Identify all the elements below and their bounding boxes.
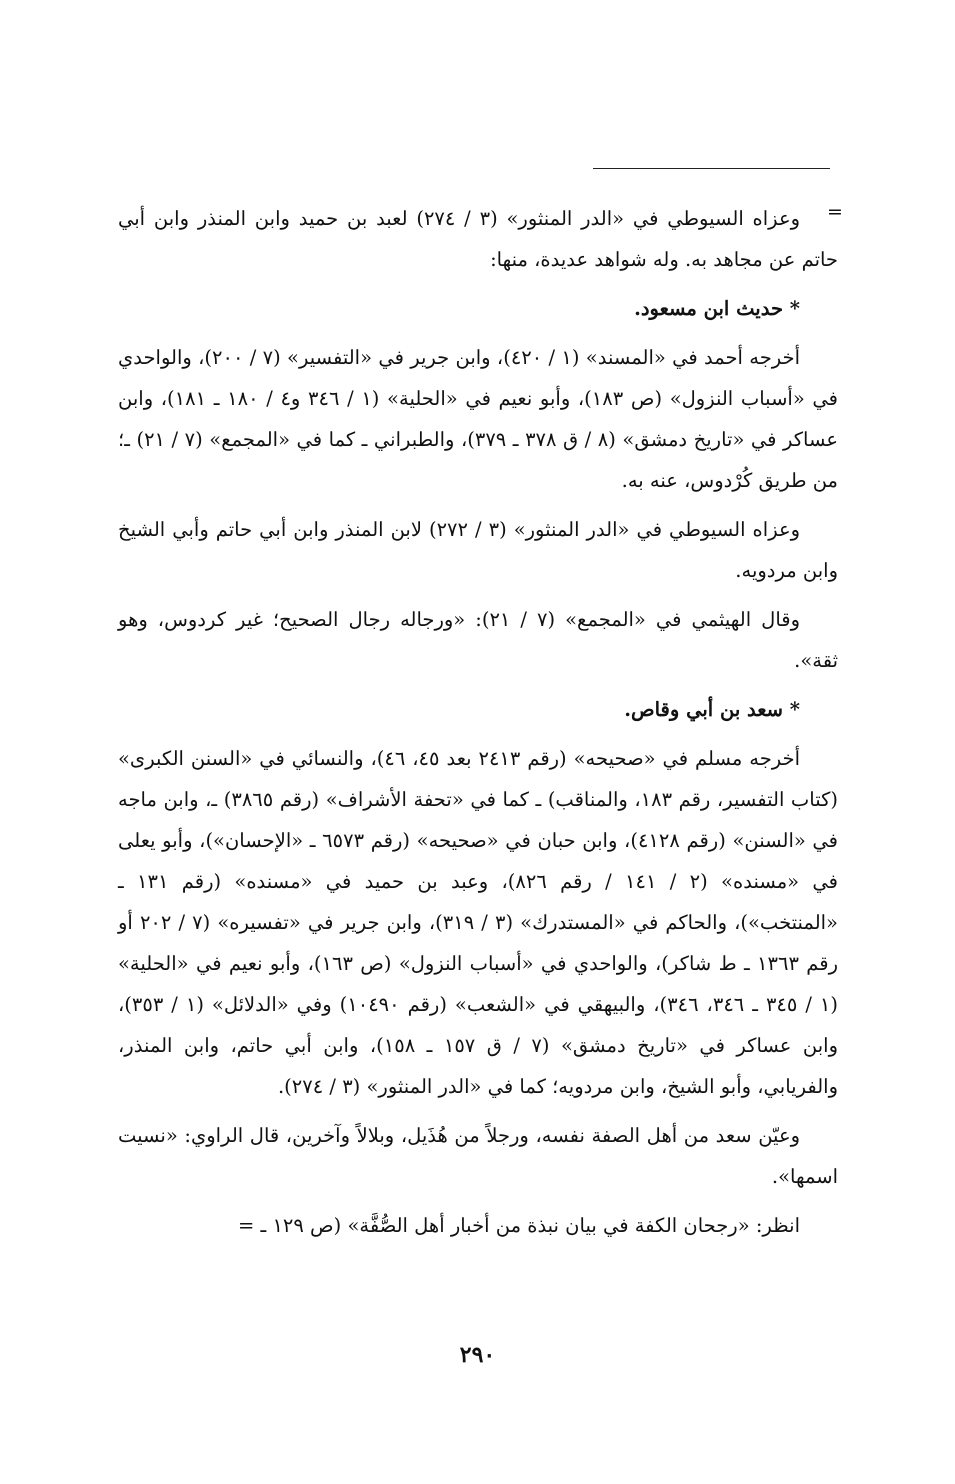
section-heading-saad: * سعد بن أبي وقاص.: [624, 698, 800, 721]
footnote-paragraph: انظر: «رجحان الكفة في بيان نبذة من أخبار أهل الصُّفَّة» (ص ١٢٩ ـ =: [237, 1214, 800, 1237]
footnote-paragraph: أخرجه أحمد في «المسند» (١ / ٤٢٠)، وابن جرير في «التفسير» (٧ / ٢٠٠)، والواحدي في «أسباب النزول» (ص ١٨٣)، وأبو نعيم في «الحلية» (١ / ٣٤٦ و٤ / ١٨٠ ـ ١٨١)، وابن عساكر في «تاريخ دمشق» (٨ / ق ٣٧٨ ـ ٣٧٩)، والطبراني ـ كما في «المجمع» (٧ / ٢١) ـ؛ من طريق كُرْدوس، عنه به.: [118, 346, 839, 492]
continuation-marker: =: [827, 201, 843, 223]
footnote-paragraph: أخرجه مسلم في «صحيحه» (رقم ٢٤١٣ بعد ٤٥، ٤٦)، والنسائي في «السنن الكبرى» (كتاب التفسير، رقم ١٨٣، والمناقب) ـ كما في «تحفة الأشراف» (رقم ٣٨٦٥) ـ، وابن ماجه في «السنن» (رقم ٤١٢٨)، وابن حبان في «صحيحه» (رقم ٦٥٧٣ ـ «الإحسان»)، وأبو يعلى في «مسنده» (٢ / ١٤١ / رقم ٨٢٦)، وعبد بن حميد في «مسنده» (رقم ١٣١ ـ «المنتخب»)، والحاكم في «المستدرك» (٣ / ٣١٩)، وابن جرير في «تفسيره» (٧ / ٢٠٢ أو رقم ١٣٦٣ ـ ط شاكر)، والواحدي في «أسباب النزول» (ص ١٦٣)، وأبو نعيم في «الحلية» (١ / ٣٤٥ ـ ٣٤٦، ٣٤٦)، والبيهقي في «الشعب» (رقم ١٠٤٩٠) وفي «الدلائل» (١ / ٣٥٣)، وابن عساكر في «تاريخ دمشق» (٧ / ق ١٥٧ ـ ١٥٨)، وابن أبي حاتم، وابن المنذر، والفريابي، وأبو الشيخ، وابن مردويه؛ كما في «الدر المنثور» (٣ / ٢٧٤).: [118, 747, 839, 1098]
page-number: ٢٩٠: [459, 1342, 496, 1368]
footnote-paragraph: وعيّن سعد من أهل الصفة نفسه، ورجلاً من هُذَيل، وبلالاً وآخرين، قال الراوي: «نسيت اسمها».: [118, 1124, 838, 1188]
footnote-paragraph: وقال الهيثمي في «المجمع» (٧ / ٢١): «ورجاله رجال الصحيح؛ غير كردوس، وهو ثقة».: [118, 608, 838, 672]
section-heading-ibn-masud: * حديث ابن مسعود.: [634, 297, 800, 320]
footnote-paragraph: وعزاه السيوطي في «الدر المنثور» (٣ / ٢٧٤) لعبد بن حميد وابن المنذر وابن أبي حاتم عن مجاهد به. وله شواهد عديدة، منها:: [118, 207, 838, 271]
footnote-separator-rule: [593, 168, 830, 169]
footnote-paragraph: وعزاه السيوطي في «الدر المنثور» (٣ / ٢٧٢) لابن المنذر وابن أبي حاتم وأبي الشيخ وابن مردويه.: [118, 518, 838, 582]
footnote-text-block: [118, 198, 838, 1254]
